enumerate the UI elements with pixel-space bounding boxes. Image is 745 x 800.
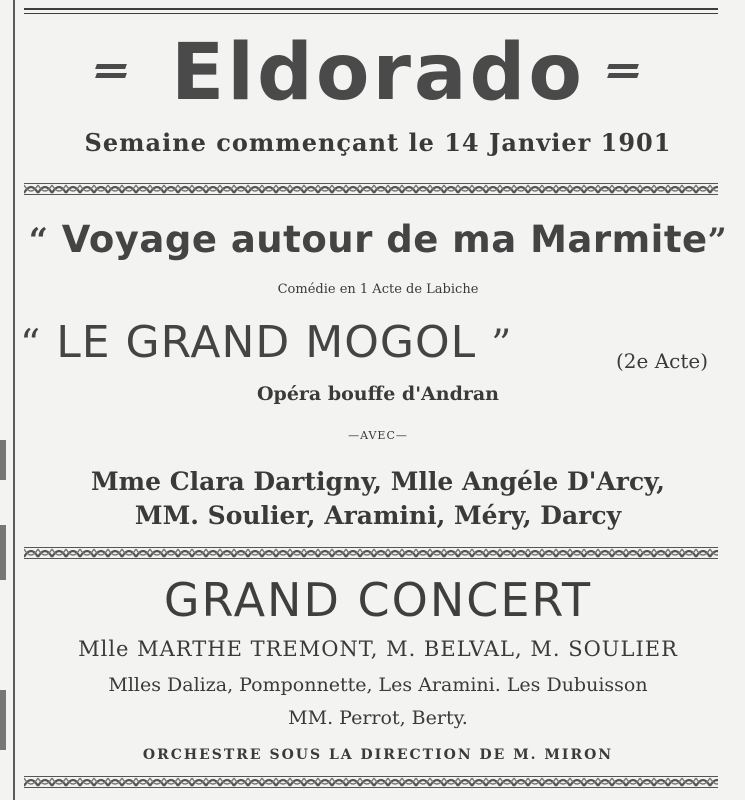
play-title-grand-mogol: “ LE GRAND MOGOL ” (20, 317, 513, 368)
week-line: Semaine commençant le 14 Janvier 1901 (84, 128, 672, 157)
margin-artifact (0, 525, 6, 580)
top-rule-thin (24, 13, 718, 14)
act-note: (2e Acte) (616, 349, 709, 373)
cast-list (18, 465, 738, 533)
play-title-voyage: “ Voyage autour de ma Marmite” (28, 218, 728, 261)
top-rule (24, 8, 718, 10)
concert-line-1: Mlle MARTHE TREMONT, M. BELVAL, M. SOULIER (78, 637, 678, 661)
concert-title: GRAND CONCERT (163, 573, 593, 627)
concert-line-2: Mlles Daliza, Pomponnette, Les Aramini. Les Dubuisson (108, 674, 648, 696)
column-border (13, 0, 15, 800)
play-subtitle-voyage: Comédie en 1 Acte de Labiche (277, 282, 479, 297)
rope-divider (24, 547, 718, 559)
rope-divider (24, 776, 718, 788)
with-label: —AVEC— (348, 429, 408, 442)
rope-divider (24, 183, 718, 195)
cast-line-1: Mme Clara Dartigny, Mlle Angéle D'Arcy, (91, 467, 665, 496)
margin-artifact (0, 440, 6, 480)
concert-line-3: MM. Perrot, Berty. (288, 707, 468, 729)
venue-title: Eldorado (171, 28, 585, 118)
play-subtitle-grand-mogol: Opéra bouffe d'Andran (256, 383, 499, 405)
cast-line-2: MM. Soulier, Aramini, Méry, Darcy (134, 501, 622, 530)
orchestra-line: ORCHESTRE SOUS LA DIRECTION DE M. MIRON (142, 747, 614, 763)
margin-artifact (0, 690, 6, 750)
